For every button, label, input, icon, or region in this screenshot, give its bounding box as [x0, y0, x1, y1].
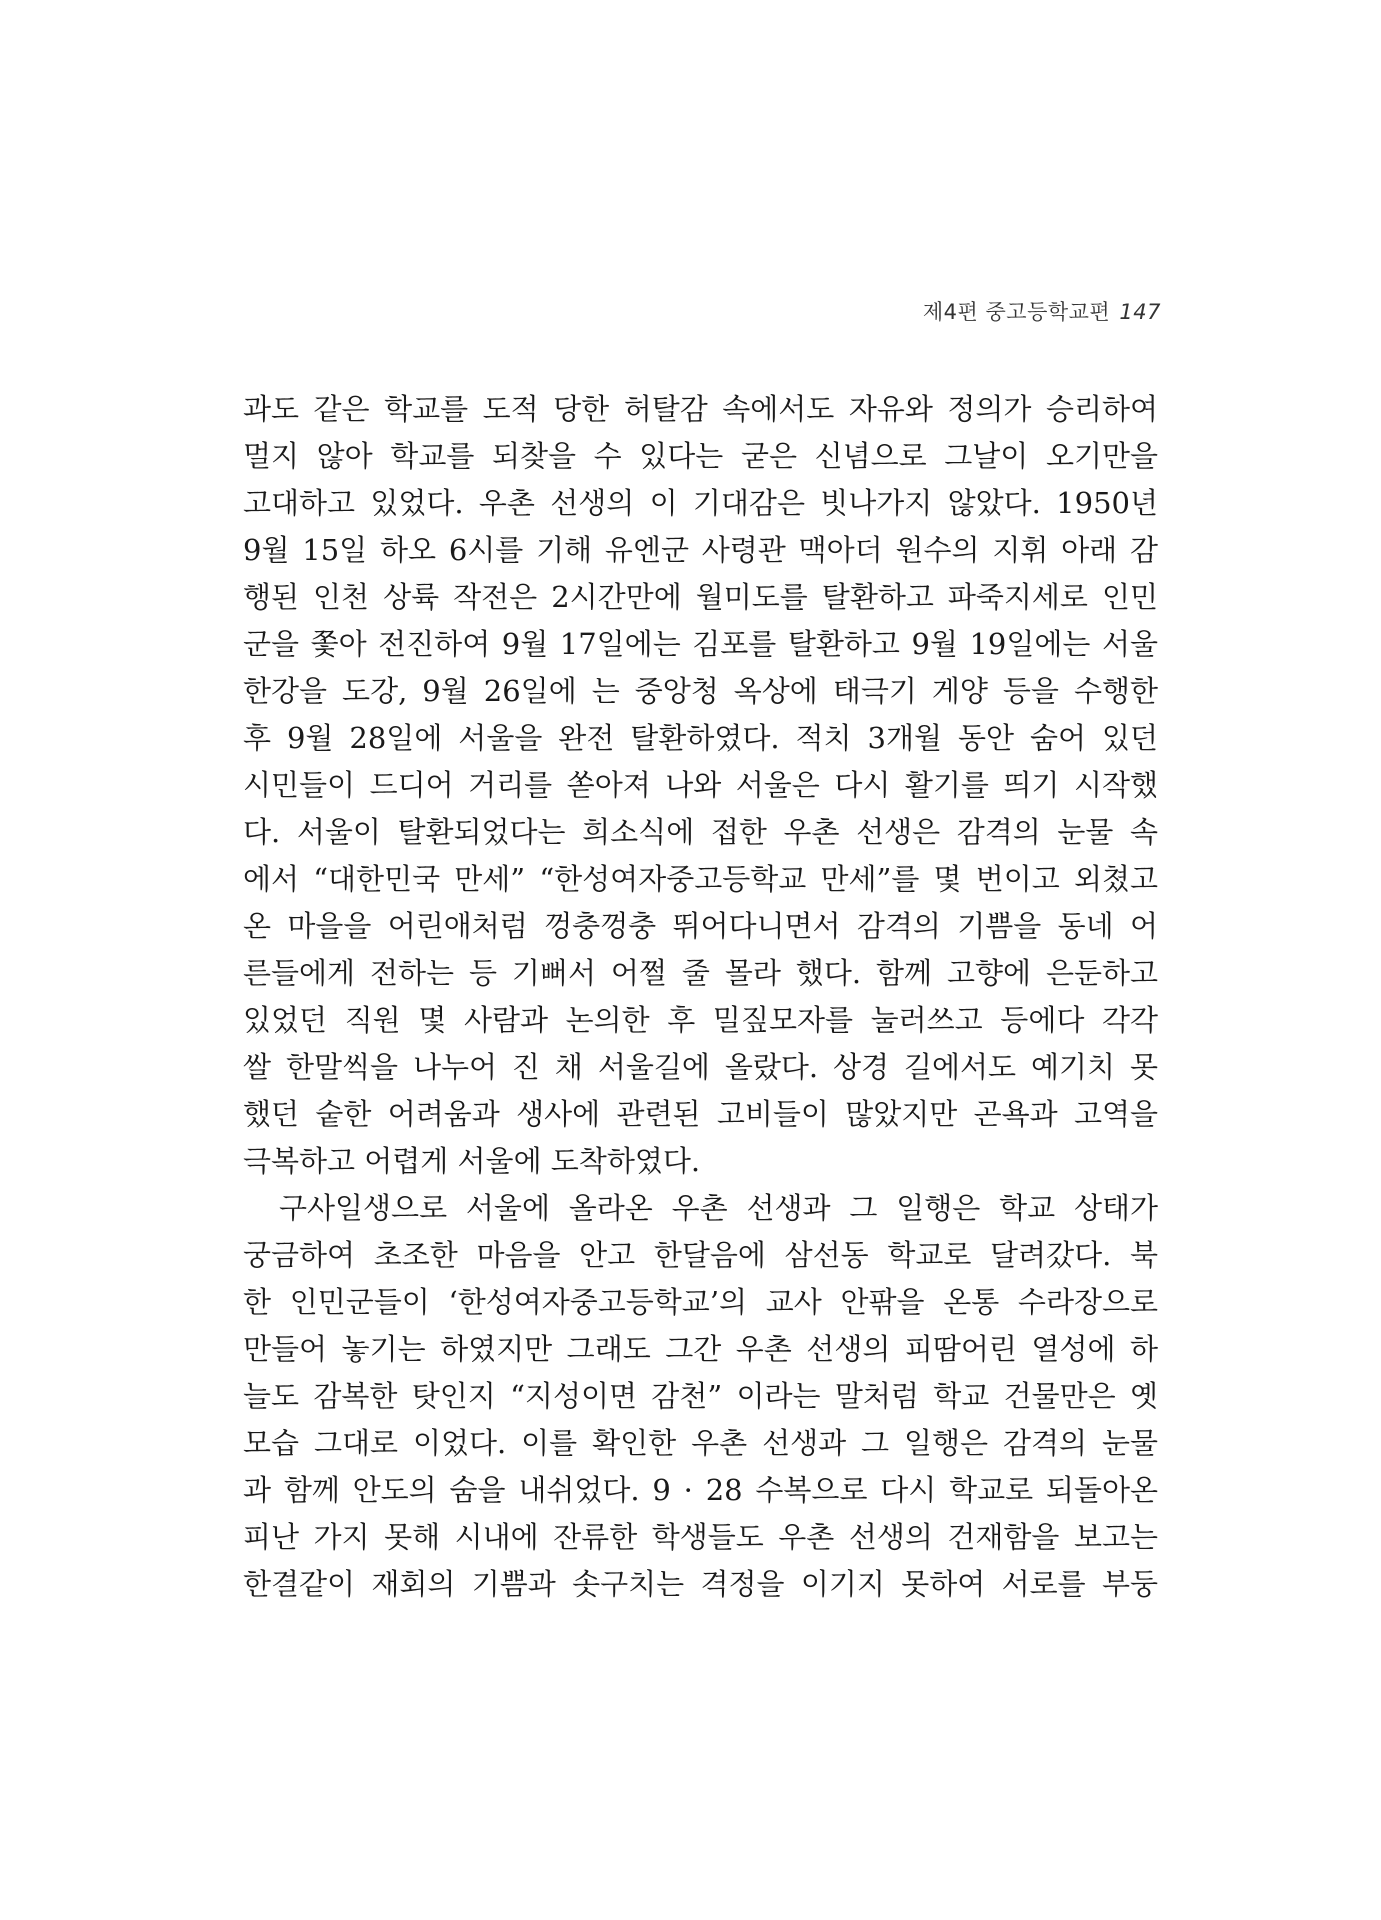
paragraph-1-line: 른들에게 전하는 등 기뻐서 어쩔 줄 몰라 했다. 함께 고향에 은둔하고: [243, 956, 1158, 990]
paragraph-2-line: 한 인민군들이 ‘한성여자중고등학교’의 교사 안팎을 온통 수라장으로: [243, 1285, 1158, 1319]
paragraph-1-line: 9월 15일 하오 6시를 기해 유엔군 사령관 맥아더 원수의 지휘 아래 감: [243, 533, 1158, 567]
paragraph-2-line: 구사일생으로 서울에 올라온 우촌 선생과 그 일행은 학교 상태가: [279, 1191, 1158, 1225]
running-header: [923, 296, 1161, 326]
paragraph-2-line: 늘도 감복한 탓인지 “지성이면 감천” 이라는 말처럼 학교 건물만은 옛: [243, 1379, 1158, 1413]
paragraph-1-line: 한강을 도강, 9월 26일에 는 중앙청 옥상에 태극기 게양 등을 수행한: [243, 674, 1158, 708]
page-number: 147: [1119, 300, 1161, 324]
paragraph-1-line: 했던 숱한 어려움과 생사에 관련된 고비들이 많았지만 곤욕과 고역을: [243, 1097, 1158, 1131]
paragraph-2-line: 과 함께 안도의 숨을 내쉬었다. 9 · 28 수복으로 다시 학교로 되돌아온: [243, 1473, 1158, 1507]
paragraph-1-line: 극복하고 어렵게 서울에 도착하였다.: [243, 1144, 701, 1178]
paragraph-1-line: 에서 “대한민국 만세” “한성여자중고등학교 만세”를 몇 번이고 외쳤고: [243, 862, 1158, 896]
paragraph-2-line: 모습 그대로 이었다. 이를 확인한 우촌 선생과 그 일행은 감격의 눈물: [243, 1426, 1158, 1460]
paragraph-1-line: 멀지 않아 학교를 되찾을 수 있다는 굳은 신념으로 그날이 오기만을: [243, 439, 1158, 473]
paragraph-2-line: 피난 가지 못해 시내에 잔류한 학생들도 우촌 선생의 건재함을 보고는: [243, 1520, 1158, 1554]
paragraph-1-line: 후 9월 28일에 서울을 완전 탈환하였다. 적치 3개월 동안 숨어 있던: [243, 721, 1158, 755]
paragraph-2-line: 만들어 놓기는 하였지만 그래도 그간 우촌 선생의 피땀어린 열성에 하: [243, 1332, 1158, 1366]
paragraph-1-line: 온 마을을 어린애처럼 껑충껑충 뛰어다니면서 감격의 기쁨을 동네 어: [243, 909, 1158, 943]
paragraph-1-line: 행된 인천 상륙 작전은 2시간만에 월미도를 탈환하고 파죽지세로 인민: [243, 580, 1158, 614]
paragraph-1-line: 쌀 한말씩을 나누어 진 채 서울길에 올랐다. 상경 길에서도 예기치 못: [243, 1050, 1158, 1084]
body-text: [243, 386, 1158, 1608]
paragraph-1-line: 고대하고 있었다. 우촌 선생의 이 기대감은 빗나가지 않았다. 1950년: [243, 486, 1158, 520]
paragraph-1-line: 시민들이 드디어 거리를 쏟아져 나와 서울은 다시 활기를 띄기 시작했: [243, 768, 1158, 802]
paragraph-1-line: 다. 서울이 탈환되었다는 희소식에 접한 우촌 선생은 감격의 눈물 속: [243, 815, 1158, 849]
paragraph-1-line: 있었던 직원 몇 사람과 논의한 후 밀짚모자를 눌러쓰고 등에다 각각: [243, 1003, 1158, 1037]
paragraph-2-line: 궁금하여 초조한 마음을 안고 한달음에 삼선동 학교로 달려갔다. 북: [243, 1238, 1158, 1272]
running-title: 제4편 중고등학교편: [922, 300, 1111, 324]
paragraph-2-line: 한결같이 재회의 기쁨과 솟구치는 격정을 이기지 못하여 서로를 부둥: [243, 1567, 1158, 1601]
paragraph-1-line: 과도 같은 학교를 도적 당한 허탈감 속에서도 자유와 정의가 승리하여: [243, 392, 1158, 426]
paragraph-1-line: 군을 쫓아 전진하여 9월 17일에는 김포를 탈환하고 9월 19일에는 서울: [243, 627, 1158, 661]
